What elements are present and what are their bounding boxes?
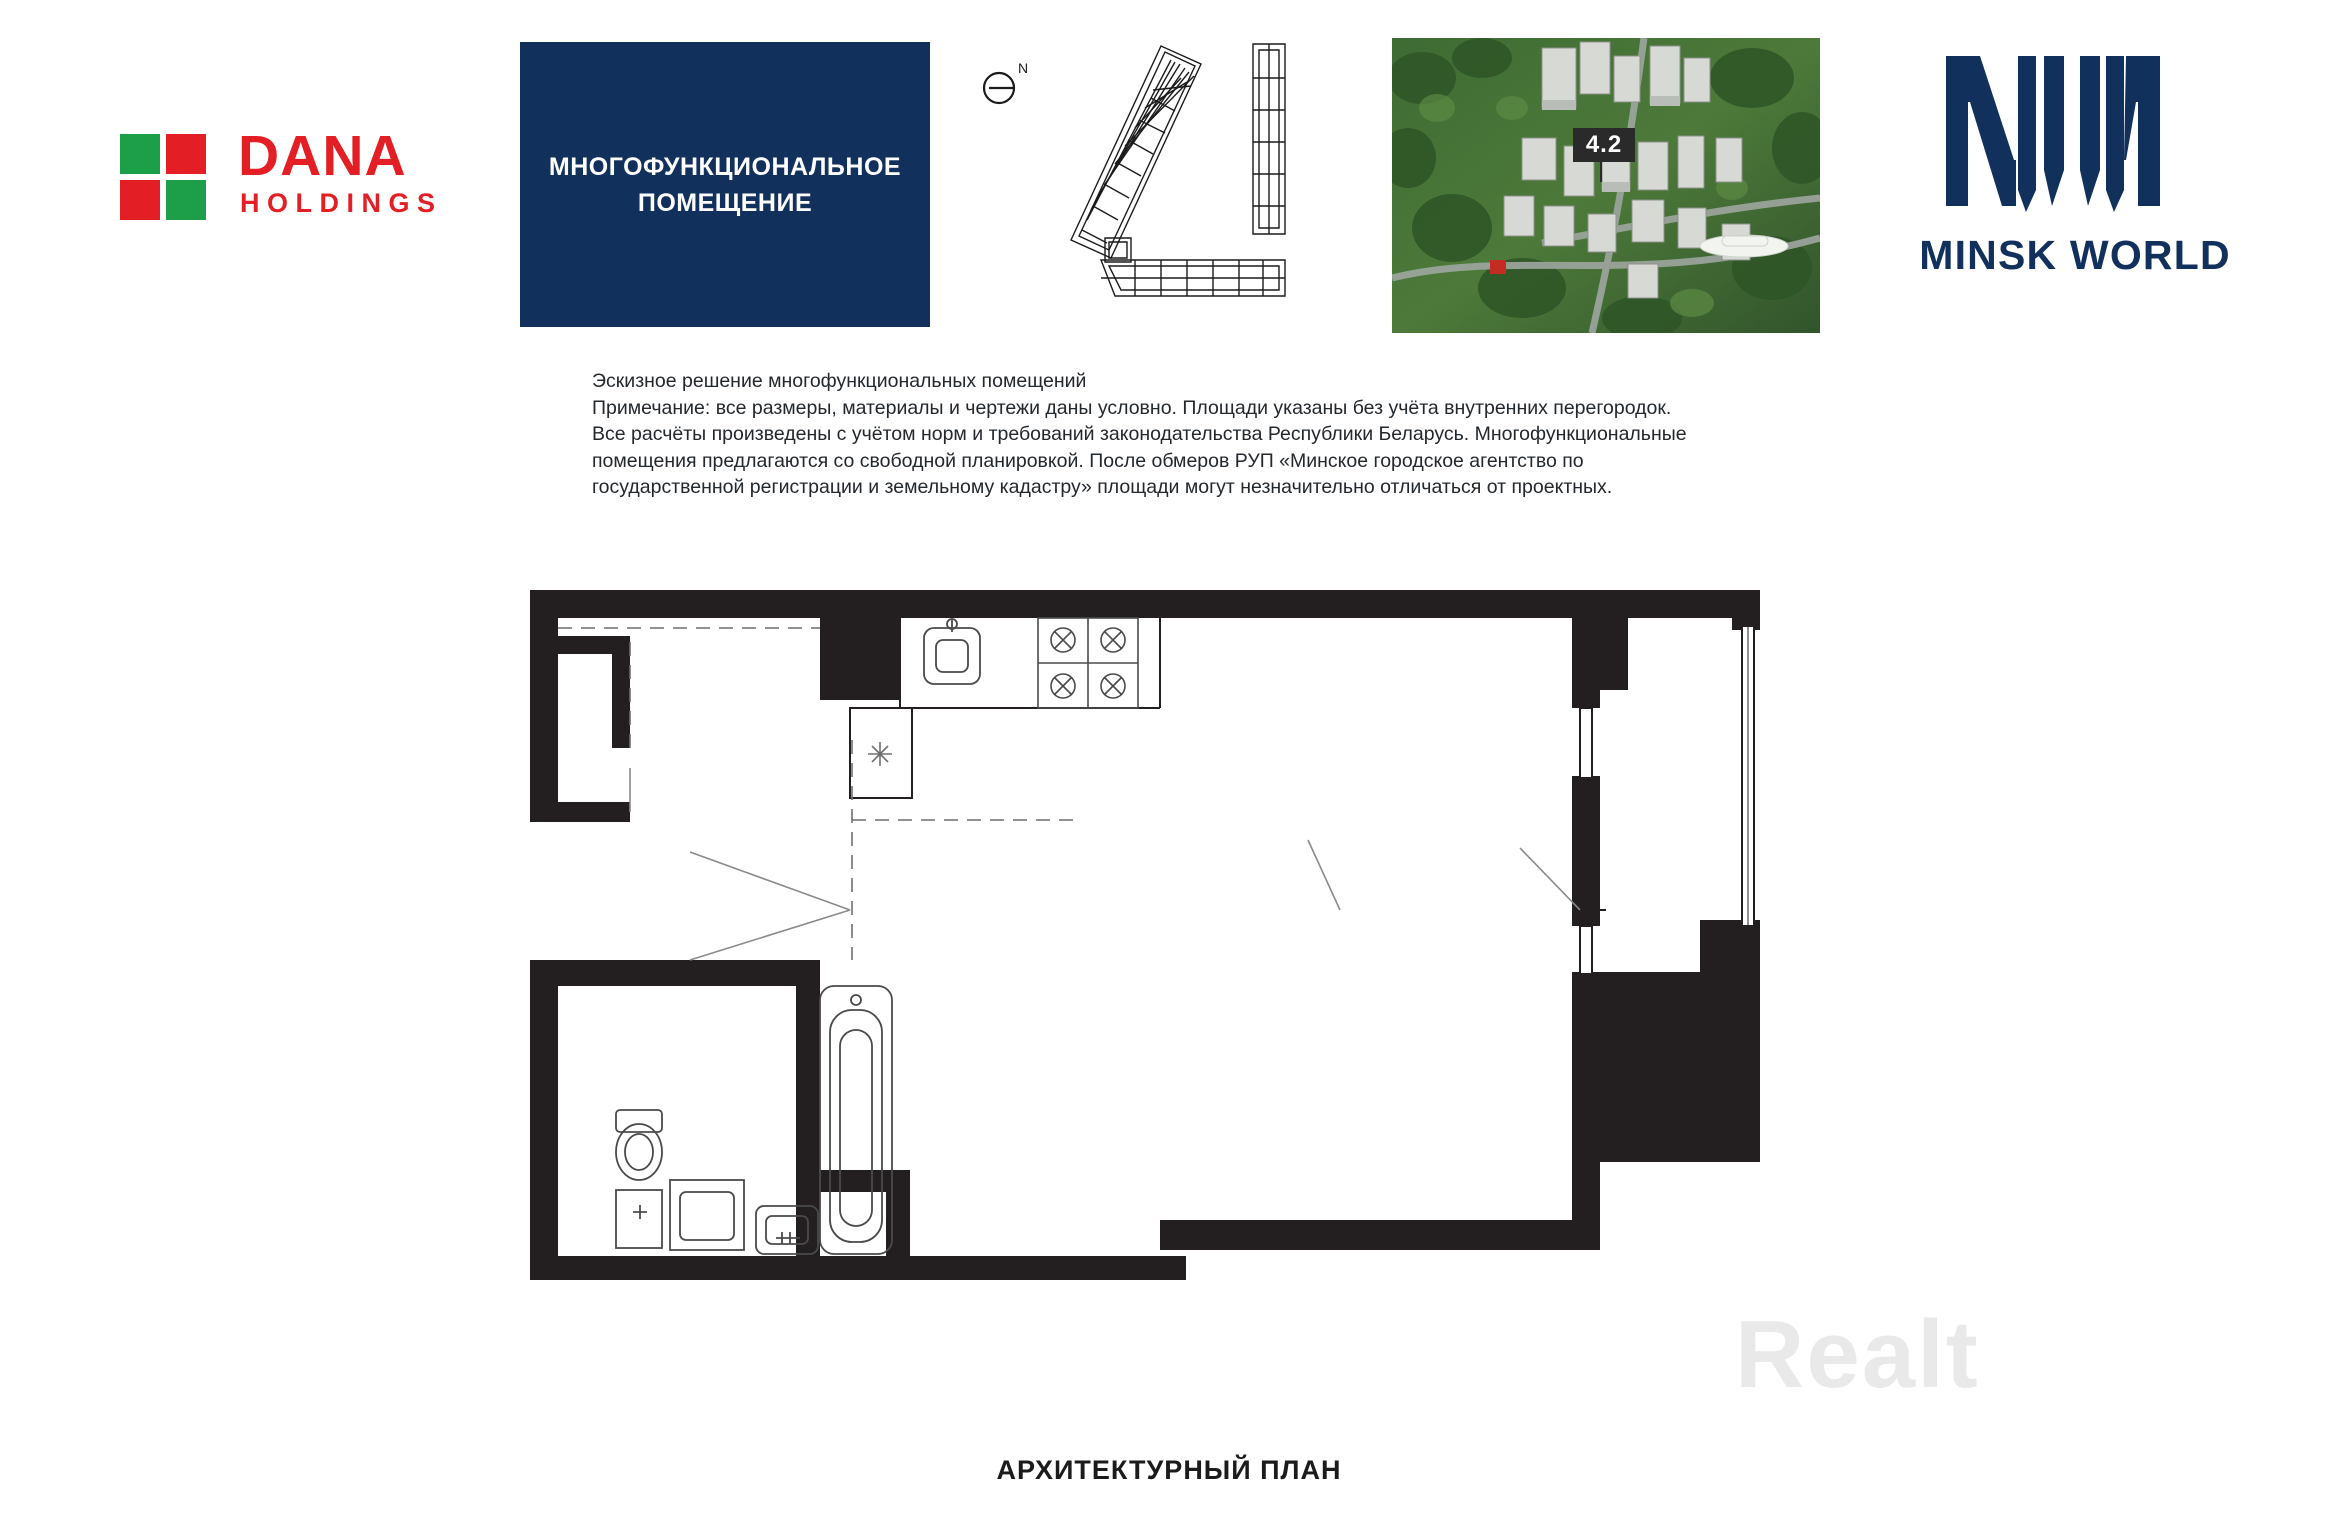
shower-drain bbox=[868, 742, 892, 766]
note-line-1: Эскизное решение многофункциональных помещений bbox=[592, 370, 1087, 392]
architectural-floor-plan bbox=[520, 580, 1810, 1360]
washbasin bbox=[670, 1180, 744, 1250]
note-line-3: Все расчёты произведены с учётом норм и требований законодательства Республики Беларусь. Многофункциональные bbox=[592, 423, 1687, 445]
note-line-2: Примечание: все размеры, материалы и чертежи даны условно. Площади указаны без учёта внутренних перегородок. bbox=[592, 396, 1672, 419]
disclaimer-note bbox=[592, 368, 1802, 501]
north-label: N bbox=[1018, 60, 1029, 76]
note-line-5: государственной регистрации и земельному кадастру» площади могут незначительно отличаться от проектных. bbox=[592, 476, 1613, 498]
aerial-site-photo bbox=[1392, 38, 1820, 333]
plan-walls bbox=[530, 590, 1760, 1280]
premises-type-label: МНОГОФУНКЦИОНАЛЬНОЕ ПОМЕЩЕНИЕ bbox=[548, 152, 902, 217]
plan-dashed-axes bbox=[558, 628, 1080, 960]
toilet bbox=[616, 1110, 662, 1180]
cooktop-four-burner bbox=[1038, 618, 1138, 708]
square-green-top-left bbox=[120, 134, 160, 174]
location-marker-stem bbox=[1600, 160, 1602, 182]
dana-subtitle: HOLDINGS bbox=[240, 188, 443, 218]
dana-holdings-logo bbox=[120, 124, 490, 228]
square-red-bottom-left bbox=[120, 180, 160, 220]
premises-type-card bbox=[520, 42, 930, 327]
mw-monogram-icon bbox=[1940, 40, 2200, 220]
note-line-4: помещения предлагаются со свободной планировкой. После обмеров РУП «Минское городское агентство по bbox=[592, 449, 1584, 472]
dana-wordmark: DANA bbox=[238, 124, 407, 188]
plan-door-swings bbox=[630, 768, 1340, 960]
aerial-photo-svg bbox=[1392, 38, 1820, 333]
header bbox=[0, 0, 2338, 350]
location-marker-label: 4.2 bbox=[1573, 128, 1635, 162]
building-floor-key bbox=[975, 38, 1345, 328]
page-title: АРХИТЕКТУРНЫЙ ПЛАН bbox=[996, 1455, 1342, 1485]
realt-watermark: Realt bbox=[1735, 1301, 1980, 1408]
bidet bbox=[616, 1190, 662, 1248]
floor-plan-svg bbox=[520, 580, 1810, 1360]
minsk-world-logo bbox=[1880, 40, 2270, 330]
four-squares-icon bbox=[120, 134, 228, 222]
square-green-bottom-right bbox=[166, 180, 206, 220]
kitchen-sink bbox=[924, 619, 980, 684]
bathtub bbox=[820, 986, 892, 1254]
square-red-top-right bbox=[166, 134, 206, 174]
minsk-world-wordmark: MINSK WORLD bbox=[1919, 232, 2231, 278]
